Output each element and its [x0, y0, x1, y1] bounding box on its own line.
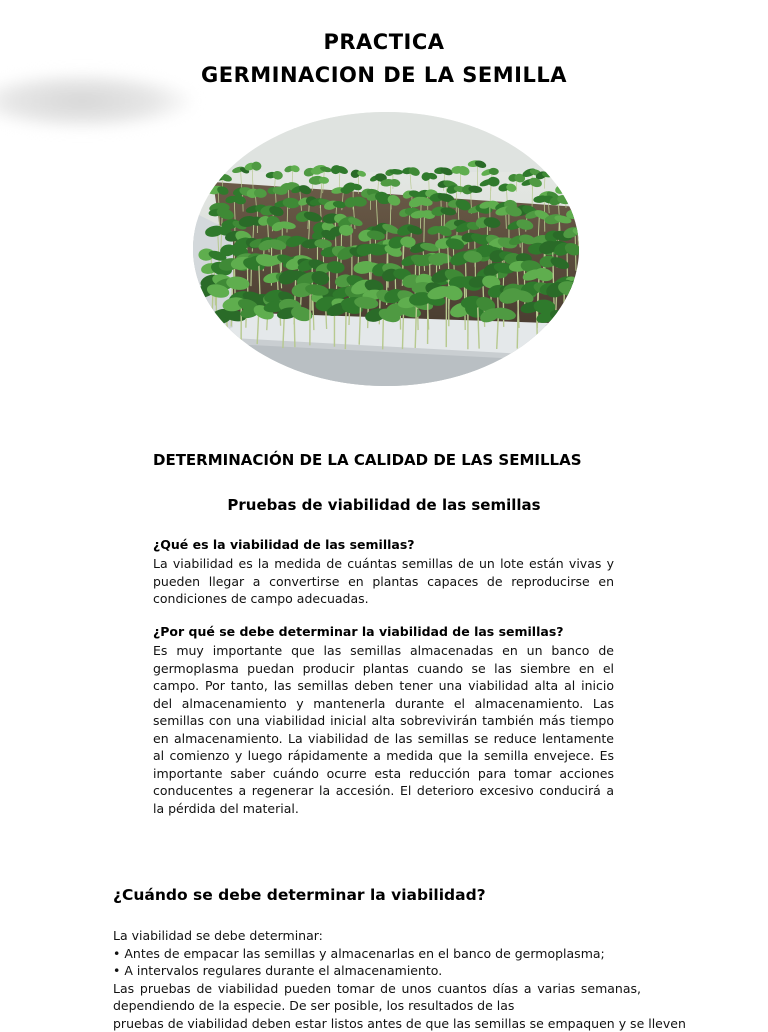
section-subheading: Pruebas de viabilidad de las semillas	[0, 496, 768, 514]
question-what-is-viability: ¿Qué es la viabilidad de las semillas?	[153, 537, 415, 552]
page-title-line1: PRACTICA	[0, 30, 768, 54]
page-title-line2: GERMINACION DE LA SEMILLA	[0, 63, 768, 87]
when-text-line3: pruebas de viabilidad deben estar listos antes de que las semillas se empaquen y se lleven	[113, 1015, 641, 1032]
answer-what-is-viability: La viabilidad es la medida de cuántas semillas de un lote están vivas y pueden llegar a convertirse en plantas capaces de reproducirse en condiciones de campo adecuadas.	[153, 555, 614, 608]
answer-why-determine: Es muy importante que las semillas almacenadas en un banco de germoplasma puedan producir plantas cuando se las siembre en el campo. Por tanto, las semillas deben tener una viabilidad alta al inicio del almacenamiento y mantenerla durante el almacenamiento. Las semillas con una viabilidad inicial alta sobrevivirán también más tiempo en almacenamiento. La viabilidad de las semillas se reduce lentamente al comienzo y luego rápidamente a medida que la semilla envejece. Es importante saber cuándo ocurre esta reducción para tomar acciones conducentes a regenerar la accesión. El deterioro excesivo conducirá a la pérdida del material.	[153, 642, 614, 817]
when-text-line2: dependiendo de la especie. De ser posible, los resultados de las	[113, 997, 641, 1015]
when-body	[113, 927, 641, 1032]
question-why-determine: ¿Por qué se debe determinar la viabilidad de las semillas?	[153, 624, 564, 639]
when-bullet-2: • A intervalos regulares durante el almacenamiento.	[113, 962, 641, 980]
section-heading: DETERMINACIÓN DE LA CALIDAD DE LAS SEMILLAS	[153, 451, 582, 469]
when-text-line1: Las pruebas de viabilidad pueden tomar de unos cuantos días a varias semanas,	[113, 980, 641, 998]
seedling-tray-photo	[193, 112, 579, 386]
when-bullet-1: • Antes de empacar las semillas y almacenarlas en el banco de germoplasma;	[113, 945, 641, 963]
when-heading: ¿Cuándo se debe determinar la viabilidad?	[113, 886, 486, 904]
when-intro: La viabilidad se debe determinar:	[113, 927, 641, 945]
